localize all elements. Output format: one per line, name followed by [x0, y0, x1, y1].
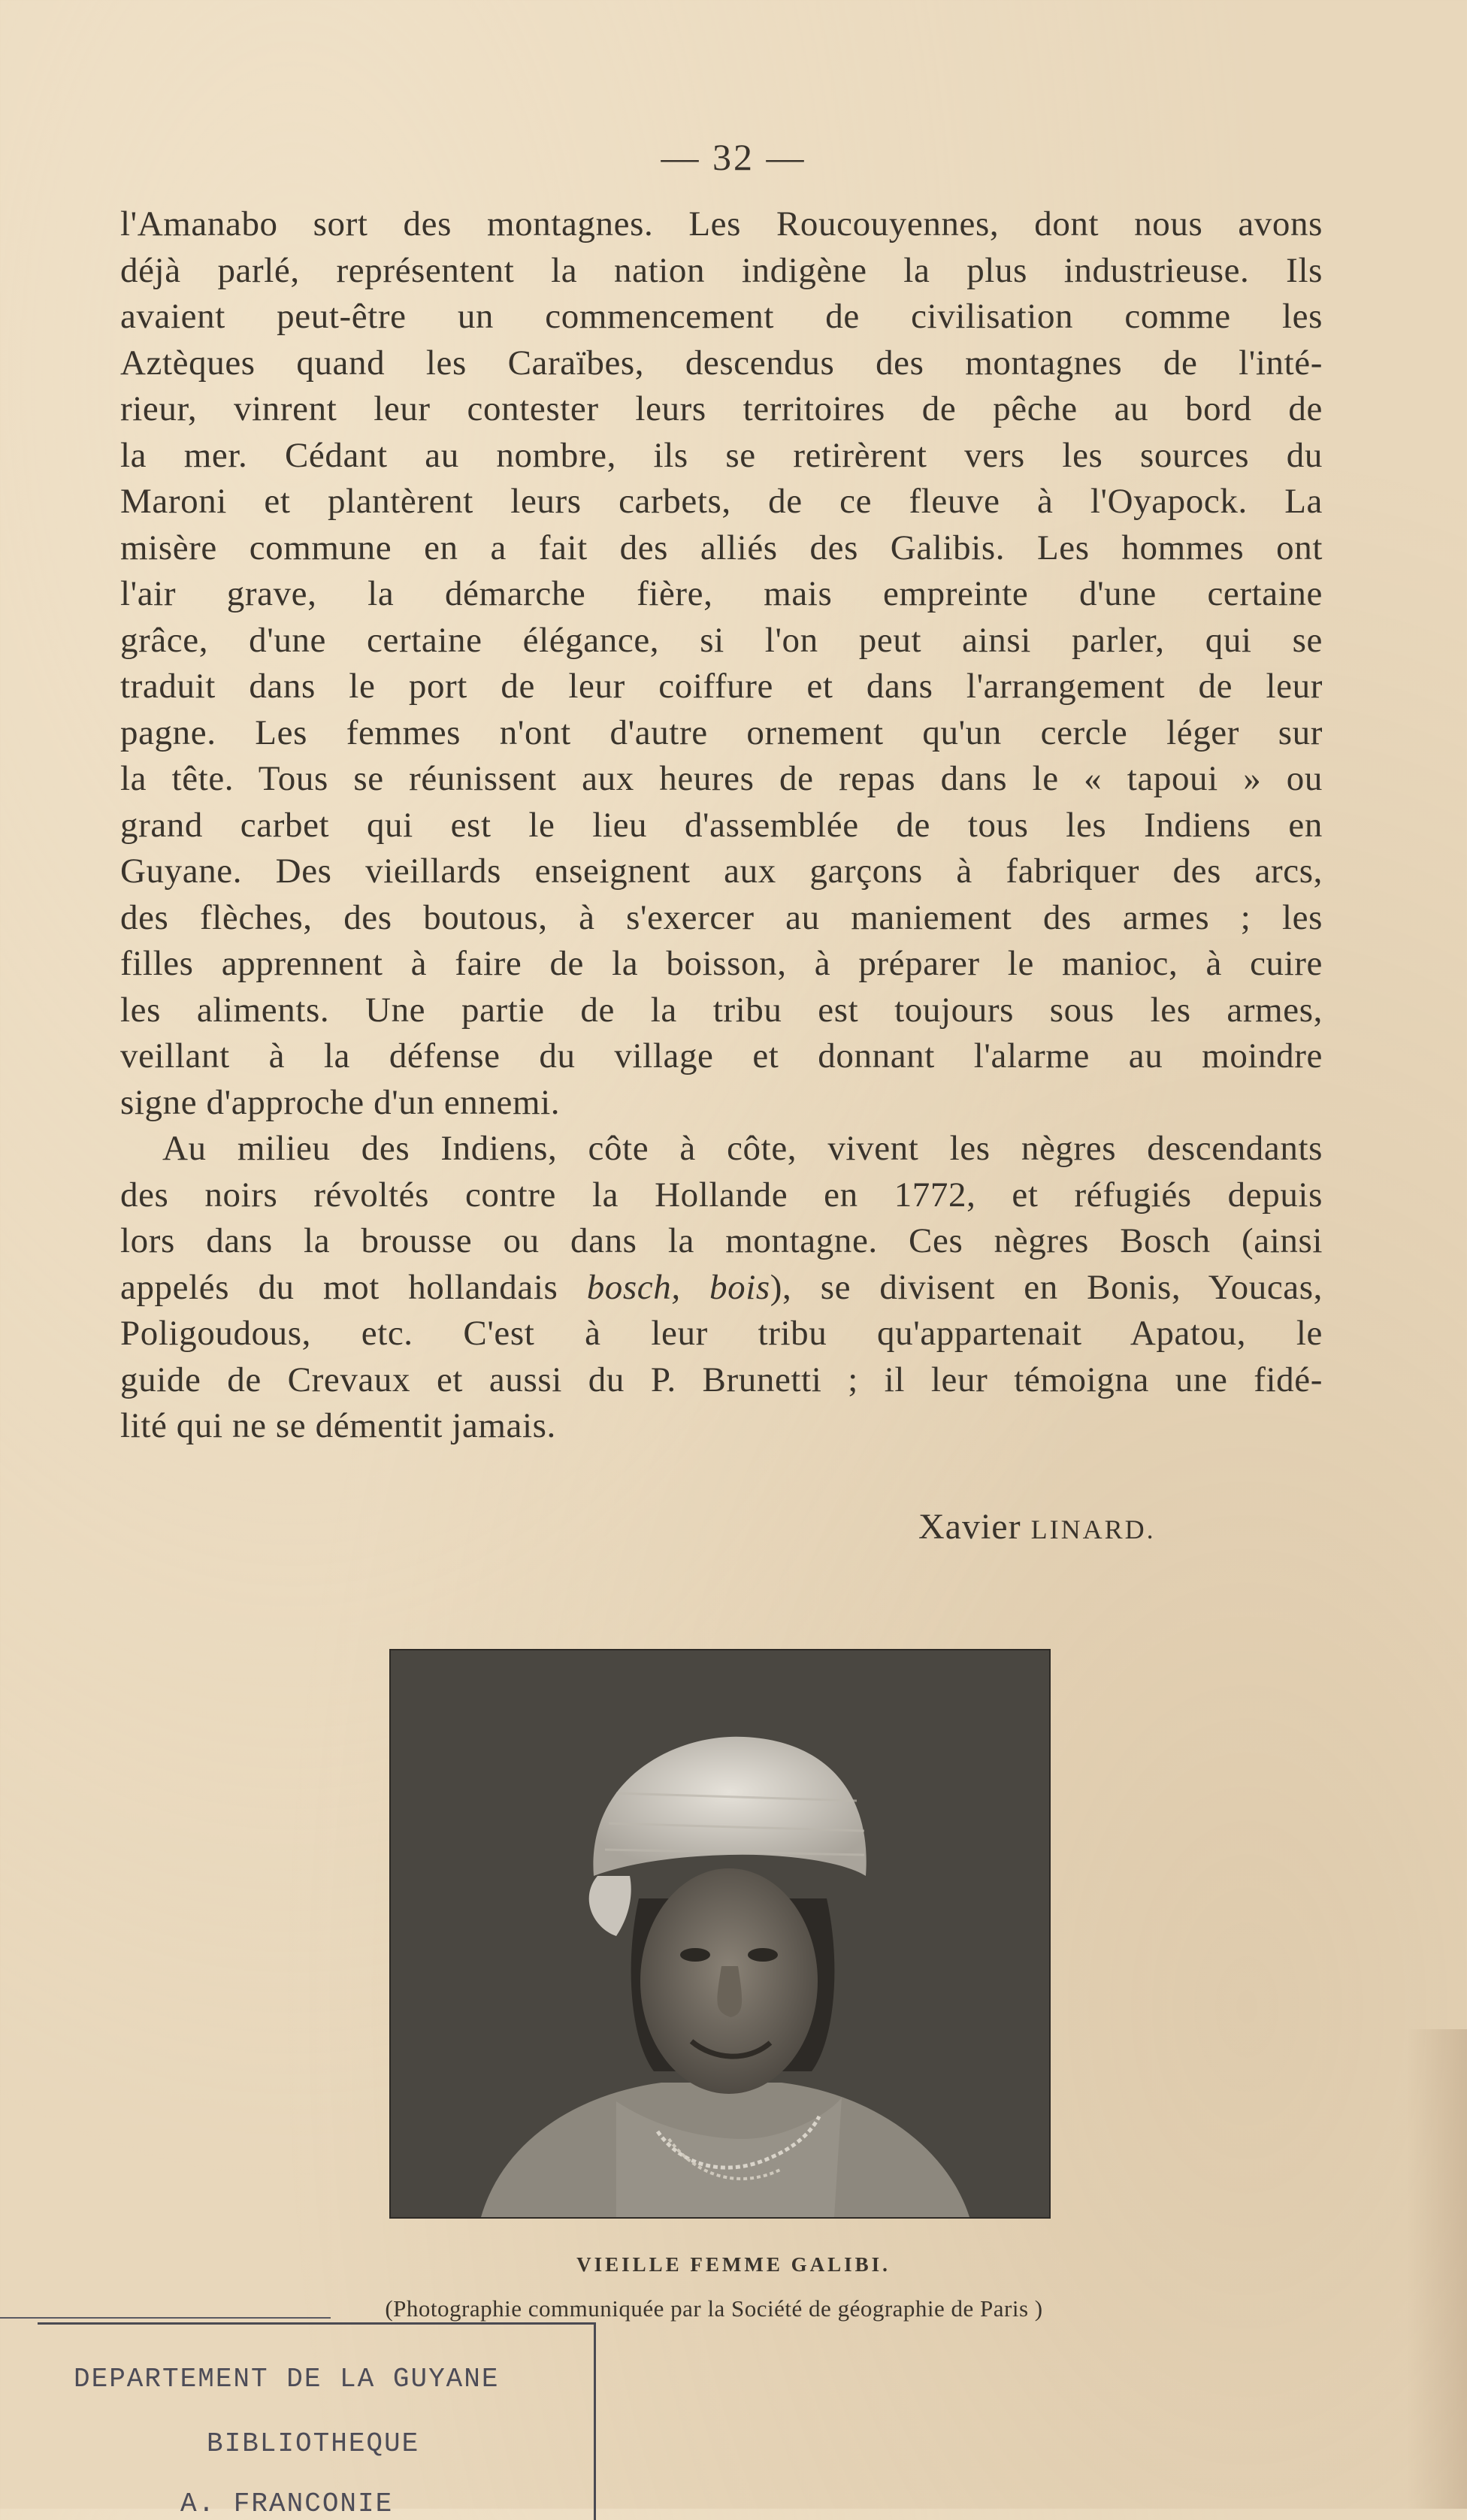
text-line: Maroni et plantèrent leurs carbets, de ce fleuve à l'Oyapock. La — [120, 482, 1323, 521]
page-edge-shadow — [1407, 2029, 1467, 2509]
text-line: traduit dans le port de leur coiffure et dans l'arrangement de leur — [120, 667, 1323, 706]
text-line: signe d'approche d'un ennemi. — [120, 1082, 561, 1122]
text-line: la mer. Cédant au nombre, ils se retirèrent vers les sources du — [120, 435, 1323, 475]
text-line: grâce, d'une certaine élégance, si l'on peut ainsi parler, qui se — [120, 620, 1323, 660]
text-line: rieur, vinrent leur contester leurs territoires de pêche au bord de — [120, 389, 1323, 428]
text-line: la tête. Tous se réunissent aux heures de repas dans le « tapoui » ou — [120, 759, 1323, 798]
text-line: les aliments. Une partie de la tribu est toujours sous les armes, — [120, 990, 1323, 1030]
photo-credit: (Photographie communiquée par la Société de géographie de Paris ) — [385, 2295, 1043, 2322]
nose — [717, 1966, 742, 2017]
text-line: Aztèques quand les Caraïbes, descendus des montagnes de l'inté- — [120, 343, 1323, 383]
author-last-name: LINARD. — [1030, 1514, 1156, 1544]
text-line — [120, 1265, 1323, 1311]
text-line: filles apprennent à faire de la boisson, à préparer le manioc, à cuire — [120, 944, 1323, 983]
text-line: Guyane. Des vieillards enseignent aux garçons à fabriquer des arcs, — [120, 852, 1323, 891]
text-line: guide de Crevaux et aussi du P. Brunetti ; il leur témoigna une fidé- — [120, 1360, 1323, 1399]
text-line: lors dans la brousse ou dans la montagne. Ces nègres Bosch (ainsi — [120, 1221, 1323, 1260]
italic-term: bosch, bois — [586, 1267, 770, 1307]
page-number: — 32 — — [661, 136, 806, 178]
text-segment: appelés du mot hollandais — [120, 1267, 587, 1307]
library-stamp — [38, 2322, 596, 2520]
text-line: des noirs révoltés contre la Hollande en 1772, et réfugiés depuis — [120, 1175, 1323, 1215]
text-line: veillant à la défense du village et donnant l'alarme au moindre — [120, 1036, 1323, 1075]
text-segment: ), se divisent en Bonis, Youcas, — [770, 1267, 1323, 1307]
text-line: l'air grave, la démarche fière, mais empreinte d'une certaine — [120, 574, 1323, 613]
portrait-photograph — [389, 1649, 1051, 2219]
author-signature — [918, 1506, 1156, 1547]
text-line: grand carbet qui est le lieu d'assemblée de tous les Indiens en — [120, 805, 1323, 845]
stamp-line: DEPARTEMENT DE LA GUYANE — [74, 2364, 500, 2394]
text-line: lité qui ne se démentit jamais. — [120, 1406, 556, 1445]
text-line: Poligoudous, etc. C'est à leur tribu qu'appartenait Apatou, le — [120, 1314, 1323, 1353]
stamp-line: A. FRANCONIE — [180, 2488, 394, 2519]
text-line: pagne. Les femmes n'ont d'autre ornement qu'un cercle léger sur — [120, 712, 1323, 752]
figure-caption: VIEILLE FEMME GALIBI. — [576, 2253, 891, 2276]
body-text — [120, 201, 1323, 1450]
stamp-rule — [0, 2317, 331, 2319]
author-first-name: Xavier — [918, 1507, 1031, 1547]
left-eye — [680, 1948, 710, 1962]
portrait-illustration — [391, 1650, 1049, 2217]
right-eye — [748, 1948, 778, 1962]
stamp-line: BIBLIOTHEQUE — [207, 2428, 420, 2459]
text-line: l'Amanabo sort des montagnes. Les Roucouyennes, dont nous avons — [120, 204, 1323, 244]
text-line: déjà parlé, représentent la nation indigène la plus industrieuse. Ils — [120, 250, 1323, 290]
text-line: des flèches, des boutous, à s'exercer au maniement des armes ; les — [120, 897, 1323, 937]
text-line: misère commune en a fait des alliés des Galibis. Les hommes ont — [120, 528, 1323, 567]
text-line: Au milieu des Indiens, côte à côte, vivent les nègres descendants — [162, 1129, 1323, 1168]
text-line: avaient peut-être un commencement de civilisation comme les — [120, 297, 1323, 336]
